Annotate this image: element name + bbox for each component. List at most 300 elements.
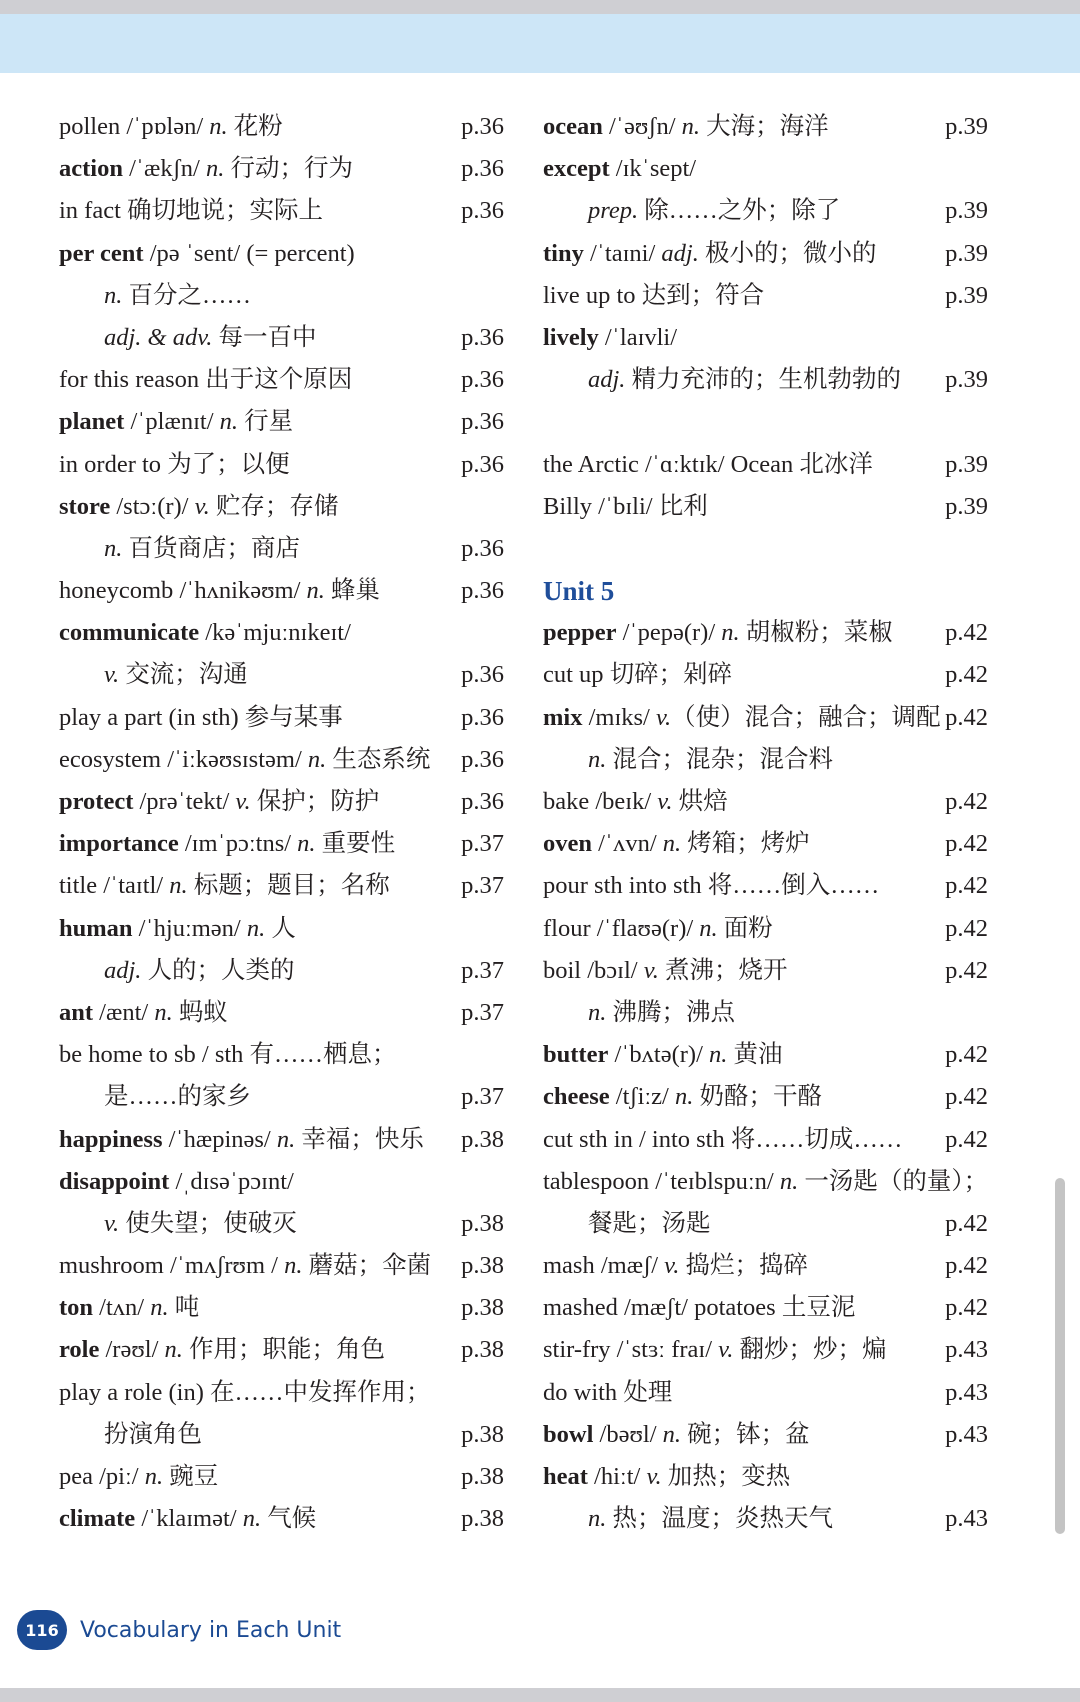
entry-text [59, 1161, 294, 1203]
part-of-speech: v. [718, 1336, 734, 1364]
vocab-entry [543, 865, 988, 907]
vocab-entry [59, 1203, 504, 1245]
page-number-badge: 116 [17, 1610, 67, 1650]
headword: bowl [543, 1420, 594, 1448]
headword: stir-fry [543, 1336, 611, 1364]
headword: role [59, 1336, 100, 1364]
entry-text [543, 1287, 855, 1329]
vocab-entry [543, 739, 988, 781]
spacer [543, 528, 988, 570]
headword: per cent [59, 239, 144, 267]
entry-text [543, 950, 788, 992]
definition: 精力充沛的；生机勃勃的 [625, 366, 902, 394]
vocab-entry [59, 1119, 504, 1161]
entry-detail: /ˈəʊʃn/ [602, 113, 682, 140]
entry-detail: 参与某事 [238, 703, 343, 731]
entry-detail: /ˈtaɪtl/ [97, 872, 170, 900]
vocab-entry [59, 359, 504, 401]
entry-detail: 是……的家乡 [104, 1083, 251, 1111]
entry-detail: /ˈɑːktɪk/ Ocean 北冰洋 [638, 450, 873, 478]
entry-text [59, 950, 295, 992]
part-of-speech: n. [154, 998, 173, 1026]
vertical-scrollbar[interactable] [1055, 1178, 1065, 1534]
page-reference: p.38 [461, 1463, 504, 1490]
headword: pea [59, 1463, 93, 1490]
part-of-speech: n. [306, 577, 325, 605]
vocab-entry [59, 275, 504, 317]
entry-text [543, 781, 728, 823]
entry-detail: /stɔː(r)/ [110, 492, 195, 520]
headword: mushroom [59, 1252, 164, 1280]
vocab-entry [543, 908, 988, 950]
definition: 蘑菇；伞菌 [302, 1252, 432, 1280]
page-reference: p.38 [461, 1252, 504, 1280]
vocab-entry [543, 612, 988, 654]
page-reference: p.37 [461, 830, 504, 858]
page-reference: p.43 [945, 1336, 988, 1364]
vocab-entry [59, 233, 504, 275]
headword: pour sth into sth [543, 872, 702, 900]
page-reference: p.36 [461, 323, 504, 351]
footer-title: Vocabulary in Each Unit [80, 1617, 342, 1643]
entry-detail: /ˈiːkəʊsɪstəm/ [161, 745, 308, 773]
part-of-speech: adj. [661, 239, 699, 267]
page-reference: p.43 [945, 1505, 988, 1533]
page-reference: p.36 [461, 534, 504, 562]
definition: 加热；变热 [661, 1463, 791, 1490]
entry-detail: 将……倒入…… [701, 872, 880, 900]
page-reference: p.42 [945, 914, 988, 942]
part-of-speech: n. [206, 155, 225, 183]
headword: happiness [59, 1125, 163, 1153]
part-of-speech: n. [104, 281, 123, 309]
page-reference: p.42 [945, 830, 988, 858]
vocab-entry [59, 865, 504, 907]
headword: live up to [543, 281, 636, 309]
part-of-speech: v. [643, 956, 659, 984]
definition: 沸腾；沸点 [606, 998, 735, 1026]
part-of-speech: adj. & adv. [104, 323, 213, 351]
definition: 烤箱；烤炉 [681, 830, 810, 858]
entry-text [59, 1329, 385, 1371]
entry-detail: /ˈmʌʃrʊm / [163, 1252, 285, 1280]
headword: be home to sb / sth [59, 1041, 244, 1069]
entry-detail: /ˈhæpinəs/ [162, 1125, 277, 1153]
entry-text [543, 1119, 902, 1161]
entry-detail: /ɪmˈpɔːtns/ [178, 830, 298, 858]
page-reference: p.39 [945, 450, 988, 478]
headword: ant [59, 998, 94, 1026]
entry-text [59, 612, 351, 654]
definition: 豌豆 [163, 1463, 219, 1490]
vocab-entry [543, 1203, 988, 1245]
definition: 煮沸；烧开 [658, 956, 788, 984]
page-reference: p.36 [461, 113, 504, 140]
entry-text [59, 401, 293, 443]
page-reference: p.38 [461, 1125, 504, 1153]
entry-detail: 有……栖息； [243, 1041, 397, 1069]
definition: 使失望；使破灭 [119, 1209, 297, 1237]
vocab-entry [543, 1498, 988, 1540]
entry-detail: 确切地说；实际上 [120, 197, 324, 225]
entry-text [59, 1414, 202, 1456]
entry-detail: /ˈklaɪmət/ [135, 1505, 243, 1533]
definition: 胡椒粉；菜椒 [739, 619, 893, 647]
definition: 花粉 [227, 113, 283, 140]
page-reference: p.42 [945, 788, 988, 815]
headword: mash [543, 1252, 595, 1280]
vocab-entry [543, 148, 988, 190]
page-reference: p.37 [461, 998, 504, 1026]
headword: importance [59, 830, 179, 858]
vocab-entry [59, 1414, 504, 1456]
part-of-speech: v. [194, 492, 210, 520]
entry-text [59, 908, 296, 950]
definition: 除……之外；除了 [638, 197, 841, 225]
vocab-entry [59, 317, 504, 359]
entry-detail: /prəˈtekt/ [133, 788, 236, 815]
definition: 极小的；微小的 [698, 239, 877, 267]
entry-text [59, 697, 343, 739]
entry-text [59, 148, 353, 190]
vocab-entry [59, 444, 504, 486]
headword: bake [543, 788, 590, 815]
headword: pepper [543, 619, 617, 647]
headword: mix [543, 703, 583, 731]
entry-text [543, 359, 901, 401]
vocab-entry [543, 992, 988, 1034]
entry-detail: /ˈpepə(r)/ [616, 619, 722, 647]
definition: 碗；钵；盆 [681, 1420, 810, 1448]
headword: protect [59, 788, 134, 815]
entry-text [543, 1414, 810, 1456]
part-of-speech: n. [675, 1083, 694, 1111]
definition: 一汤匙（的量）； [798, 1167, 989, 1195]
part-of-speech: v. [655, 703, 672, 731]
headword: tablespoon [543, 1167, 650, 1195]
entry-text [59, 1203, 297, 1245]
part-of-speech: n. [150, 1294, 169, 1322]
page-reference: p.42 [945, 1125, 988, 1153]
page-reference: p.42 [945, 619, 988, 647]
vocab-entry [543, 781, 988, 823]
headword: cut sth in / into sth [543, 1125, 725, 1153]
entry-text [543, 1161, 988, 1203]
page-reference: p.39 [945, 197, 988, 225]
entry-detail: /ˈhjuːmən/ [132, 914, 247, 942]
entry-text [543, 275, 764, 317]
vocab-entry [543, 317, 988, 359]
definition: 重要性 [315, 830, 396, 858]
definition: 生态系统 [326, 745, 431, 773]
entry-text [543, 190, 840, 232]
part-of-speech: n. [246, 914, 266, 942]
headword: for this reason [59, 366, 200, 394]
vocab-entry [59, 612, 504, 654]
page-reference: p.36 [461, 661, 504, 689]
part-of-speech: adj. [104, 956, 142, 984]
page-reference: p.36 [461, 788, 504, 815]
entry-detail: 在……中发挥作用； [203, 1378, 431, 1406]
headword: store [59, 492, 111, 520]
vocab-entry [59, 401, 504, 443]
vocab-entry [59, 654, 504, 696]
definition: 烘焙 [672, 788, 728, 815]
bottom-bar [0, 1688, 1080, 1702]
vocab-entry [59, 823, 504, 865]
page-reference: p.42 [945, 956, 988, 984]
part-of-speech: n. [144, 1463, 164, 1490]
headword: pollen [59, 113, 121, 140]
vocab-entry [543, 359, 988, 401]
top-status-bar [0, 0, 1080, 14]
entry-text [543, 1245, 808, 1287]
entry-text [59, 233, 355, 275]
definition: 面粉 [717, 914, 773, 942]
headword: action [59, 155, 123, 183]
vocab-entry [543, 1119, 988, 1161]
headword: oven [543, 830, 592, 858]
entry-detail: 切碎；剁碎 [603, 661, 733, 689]
part-of-speech: n. [588, 745, 607, 773]
entry-detail: /pə ˈsent/ (= percent) [143, 239, 355, 267]
entry-detail: /ˈpɒlən/ [120, 113, 210, 140]
headword: the Arctic [543, 450, 639, 478]
definition: 标题；题目；名称 [187, 872, 390, 900]
headword: play a role (in) [59, 1378, 204, 1406]
part-of-speech: prep. [588, 197, 639, 225]
part-of-speech: n. [104, 534, 123, 562]
entry-text [59, 992, 228, 1034]
entry-text [59, 1498, 316, 1540]
vocab-entry [543, 697, 988, 739]
entry-detail: /ˈlaɪvli/ [598, 323, 678, 351]
entry-detail: 出于这个原因 [199, 366, 353, 394]
entry-text [543, 444, 873, 486]
headword: boil [543, 956, 582, 984]
entry-text [543, 697, 941, 739]
page-reference: p.42 [945, 1041, 988, 1069]
vocab-entry [543, 1456, 988, 1498]
vocab-entry [543, 823, 988, 865]
headword: honeycomb [59, 577, 174, 605]
page-reference: p.38 [461, 1505, 504, 1533]
definition: 贮存；存储 [209, 492, 339, 520]
definition: 行动；行为 [224, 155, 353, 183]
page-reference: p.42 [945, 703, 988, 731]
part-of-speech: n. [588, 1505, 607, 1533]
page-footer [17, 1610, 341, 1650]
entry-text [59, 359, 352, 401]
headword: cheese [543, 1083, 610, 1111]
entry-detail: 为了；以便 [161, 450, 290, 478]
part-of-speech: n. [242, 1505, 262, 1533]
page-reference: p.38 [461, 1294, 504, 1322]
page-reference: p.37 [461, 956, 504, 984]
vocab-entry [543, 1414, 988, 1456]
vocab-entry [59, 950, 504, 992]
part-of-speech: v. [646, 1463, 662, 1490]
vocab-entry [59, 1329, 504, 1371]
headword: flour [543, 914, 591, 942]
headword: ocean [543, 113, 603, 140]
part-of-speech: v. [657, 788, 673, 815]
entry-detail: /ˈækʃn/ [122, 155, 206, 183]
entry-detail: /kəˈmjuːnɪkeɪt/ [199, 619, 351, 647]
page-reference: p.42 [945, 872, 988, 900]
definition: 人的；人类的 [141, 956, 295, 984]
entry-text [543, 1203, 711, 1245]
headword: in fact [59, 197, 121, 225]
entry-detail: /ˈplænɪt/ [124, 408, 220, 436]
entry-text [59, 275, 251, 317]
entry-text [59, 317, 317, 359]
spacer [543, 401, 988, 443]
page-reference: p.38 [461, 1420, 504, 1448]
definition: 保护；防护 [250, 788, 380, 815]
entry-detail: /rəʊl/ [99, 1336, 165, 1364]
vocab-entry [543, 275, 988, 317]
entry-text [59, 654, 248, 696]
entry-text [59, 1119, 424, 1161]
vocab-entry [59, 570, 504, 612]
headword: play a part (in sth) [59, 703, 239, 731]
entry-text [543, 1329, 886, 1371]
vocab-entry [543, 444, 988, 486]
headword: planet [59, 408, 125, 436]
headword: title [59, 872, 98, 900]
definition: 热；温度；炎热天气 [606, 1505, 833, 1533]
entry-text [59, 739, 430, 781]
entry-text [543, 823, 810, 865]
entry-detail: /ˈteɪblspuːn/ [649, 1167, 780, 1195]
vocab-entry [543, 1076, 988, 1118]
entry-detail: 扮演角色 [104, 1420, 202, 1448]
page-reference: p.42 [945, 1083, 988, 1111]
entry-text [59, 865, 390, 907]
entry-detail: /ˈtaɪni/ [583, 239, 662, 267]
page-reference: p.38 [461, 1209, 504, 1237]
entry-detail: /piː/ [93, 1463, 145, 1490]
entry-detail: /ˈbʌtə(r)/ [608, 1041, 710, 1069]
unit-heading [543, 570, 988, 612]
entry-text [543, 739, 833, 781]
part-of-speech: n. [284, 1252, 303, 1280]
entry-text [543, 992, 735, 1034]
entry-detail: /bəʊl/ [593, 1420, 663, 1448]
entry-text [59, 781, 379, 823]
entry-detail: /beɪk/ [589, 788, 658, 815]
definition: 作用；职能；角色 [182, 1336, 386, 1364]
page-reference: p.43 [945, 1378, 988, 1406]
vocab-entry [543, 1034, 988, 1076]
entry-detail: /bɔɪl/ [581, 956, 644, 984]
headword: ton [59, 1294, 94, 1322]
definition: 吨 [168, 1294, 200, 1322]
headword: do with [543, 1378, 618, 1406]
entry-text [59, 106, 283, 148]
definition: 蚂蚁 [172, 998, 228, 1026]
vocab-entry [59, 106, 504, 148]
definition: 蜂巢 [324, 577, 381, 605]
entry-detail: /tʌn/ [93, 1294, 151, 1322]
headword: butter [543, 1041, 609, 1069]
vocab-entry [543, 233, 988, 275]
page-reference: p.39 [945, 492, 988, 520]
definition: 大海；海洋 [700, 113, 829, 140]
vocab-entry [59, 992, 504, 1034]
part-of-speech: n. [699, 914, 718, 942]
vocab-entry [59, 1456, 504, 1498]
page-reference: p.36 [461, 577, 504, 605]
headword: mashed [543, 1294, 618, 1322]
page-reference: p.36 [461, 408, 504, 436]
page-reference: p.39 [945, 113, 988, 140]
entry-text [59, 1034, 397, 1076]
entry-detail: /ˈhʌnikəʊm/ [173, 577, 307, 605]
part-of-speech: v. [104, 1209, 120, 1237]
page-reference: p.42 [945, 1294, 988, 1322]
entry-detail: Unit 5 [543, 576, 615, 607]
page-reference: p.38 [461, 1336, 504, 1364]
entry-detail: /ɪkˈsept/ [609, 155, 697, 183]
vocab-entry [543, 106, 988, 148]
headword: ecosystem [59, 745, 162, 773]
entry-text [59, 486, 338, 528]
vocab-entry [59, 148, 504, 190]
part-of-speech: n. [709, 1041, 728, 1069]
part-of-speech: n. [662, 1420, 682, 1448]
entry-text [543, 612, 893, 654]
vocab-entry [59, 697, 504, 739]
definition: 捣烂；捣碎 [679, 1252, 808, 1280]
definition: 每一百中 [212, 323, 317, 351]
headword: communicate [59, 619, 200, 647]
part-of-speech: n. [681, 113, 701, 140]
definition: 交流；沟通 [119, 661, 248, 689]
entry-text [59, 1456, 218, 1498]
page-reference: p.43 [945, 1420, 988, 1448]
vocab-entry [543, 1329, 988, 1371]
page-reference: p.42 [945, 661, 988, 689]
entry-text [59, 528, 300, 570]
entry-detail: /ˈstɜː fraɪ/ [610, 1336, 719, 1364]
definition: 黄油 [727, 1041, 783, 1069]
vocab-entry [543, 950, 988, 992]
vocab-entry [543, 1287, 988, 1329]
entry-text [59, 1372, 431, 1414]
entry-text [543, 106, 829, 148]
header-band [0, 14, 1080, 73]
vocab-entry [59, 486, 504, 528]
entry-text [59, 190, 323, 232]
entry-detail: /ˈʌvn/ [592, 830, 663, 858]
part-of-speech: n. [209, 113, 228, 140]
page-reference: p.39 [945, 239, 988, 267]
vocab-entry [59, 1372, 504, 1414]
page-reference: p.37 [461, 1083, 504, 1111]
entry-text [59, 1245, 431, 1287]
entry-text [59, 1076, 251, 1118]
part-of-speech: n. [721, 619, 740, 647]
page-reference: p.39 [945, 366, 988, 394]
entry-text [59, 570, 380, 612]
vocab-entry [59, 781, 504, 823]
part-of-speech: v. [664, 1252, 680, 1280]
part-of-speech: n. [297, 830, 316, 858]
headword: in order to [59, 450, 162, 478]
definition: 百货商店；商店 [122, 534, 300, 562]
